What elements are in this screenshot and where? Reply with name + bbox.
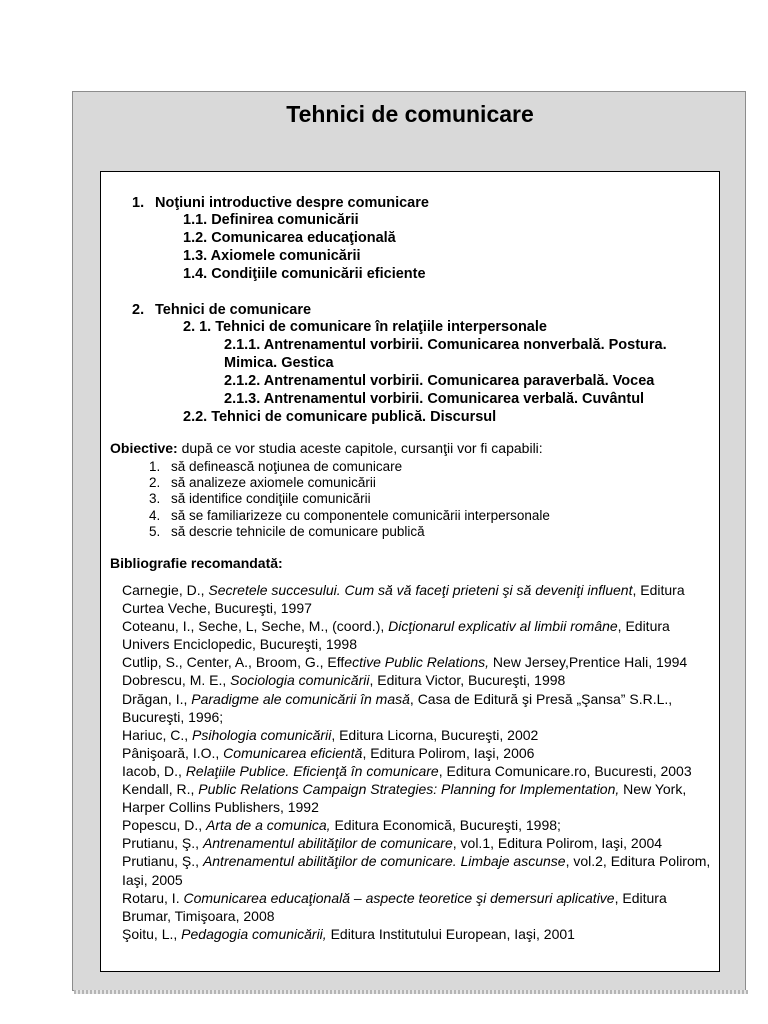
entry-details: Editura Economică, Bucureşti, 1998; (330, 817, 561, 834)
frame-shadow (74, 990, 748, 994)
entry-author: Drăgan, I., (122, 690, 192, 707)
objective-text: să definească noţiunea de comunicare (171, 459, 403, 474)
bibliography-entry (122, 834, 718, 852)
toc-item (224, 391, 644, 408)
toc-text: 1.4. Condiţiile comunicării eficiente (183, 266, 426, 282)
bibliography-heading: Bibliografie recomandată: (110, 555, 283, 571)
objective-item (149, 475, 376, 491)
entry-author: Hariuc, C., (122, 726, 193, 743)
toc-text: 2.1.1. Antrenamentul vorbirii. Comunicarea nonverbală. Postura. (224, 337, 667, 353)
entry-author: Kendall, R., (122, 781, 199, 798)
course-frame (72, 91, 746, 991)
toc-item (183, 230, 396, 247)
toc-text: 1.1. Definirea comunicării (183, 212, 359, 228)
entry-title: Sociologia comunicării (230, 672, 370, 689)
entry-details: , Editura Comunicare.ro, Bucuresti, 2003 (438, 762, 692, 779)
toc-text: Noţiuni introductive despre comunicare (155, 195, 429, 211)
entry-title: Antrenamentul abilităţilor de comunicare (202, 835, 453, 852)
entry-title: Relaţiile Publice. Eficienţă în comunicare (185, 762, 439, 779)
entry-details: Editura Institutului European, Iaşi, 2001 (326, 925, 575, 942)
entry-details: , Casa de Editură şi Presă „Şansa” S.R.L., Bucureşti, 1996; (122, 690, 673, 725)
entry-details: , Editura Curtea Veche, Bucureşti, 1997 (122, 582, 685, 617)
objective-item (149, 459, 402, 475)
entry-author: Cutlip, S., Center, A., Broom, G., Eff (122, 654, 345, 671)
objective-text: să descrie tehnicile de comunicare publică (171, 524, 425, 539)
toc-item (183, 212, 359, 229)
toc-item (132, 302, 311, 319)
toc-item (183, 319, 547, 336)
content-box (100, 171, 720, 972)
toc-item (224, 337, 667, 354)
entry-title: Secretele succesului. Cum să vă faceţi prieteni şi să deveniţi influent (208, 582, 633, 598)
entry-details: , vol.1, Editura Polirom, Iaşi, 2004 (452, 835, 663, 852)
bibliography-entry (122, 816, 718, 834)
objective-number: 2. (149, 475, 161, 490)
toc-item (183, 409, 496, 426)
bibliography-entry (122, 671, 718, 689)
entry-details: , Editura Victor, Bucureşti, 1998 (369, 672, 566, 689)
entry-author: Prutianu, Ş., (122, 835, 203, 852)
objective-item (149, 491, 371, 507)
entry-details: , vol.2, Editura Polirom, Iaşi, 2005 (122, 853, 711, 888)
entry-author: Şoitu, L., (122, 925, 182, 942)
toc-text: Mimica. Gestica (224, 355, 334, 371)
entry-title: Antrenamentul abilităţilor de comunicare. Limbaje ascunse (202, 853, 566, 870)
objective-text: să se familiarizeze cu componentele comunicării interpersonale (171, 508, 550, 523)
entry-details: New Jersey,Prentice Hali, 1994 (489, 654, 688, 671)
entry-details: , Editura Brumar, Timişoara, 2008 (122, 889, 667, 924)
entry-author: Dobrescu, M. E., (122, 672, 231, 689)
objective-number: 4. (149, 508, 161, 523)
toc-text: 2.1.3. Antrenamentul vorbirii. Comunicarea verbală. Cuvântul (224, 391, 645, 407)
bibliography-list (122, 581, 718, 943)
toc-text: 2.2. Tehnici de comunicare publică. Discursul (183, 409, 497, 425)
bibliography-entry (122, 617, 718, 653)
entry-author: Popescu, D., (122, 817, 207, 834)
toc-item (224, 355, 334, 372)
objectives-intro-text: după ce vor studia aceste capitole, cursanţii vor fi capabili: (177, 440, 543, 456)
toc-number: 1. (132, 195, 145, 211)
objective-number: 1. (149, 459, 161, 474)
entry-title: Paradigme ale comunicării în masă (191, 690, 410, 707)
objective-text: să identifice condiţiile comunicării (171, 491, 371, 506)
entry-title: Psihologia comunicării (192, 726, 332, 743)
bibliography-entry (122, 889, 718, 925)
bibliography-entry (122, 780, 718, 816)
toc-item (183, 266, 426, 283)
entry-title: ective Public Relations, (344, 654, 490, 671)
entry-author: Coteanu, I., Seche, L, Seche, M., (coord.), (122, 618, 389, 635)
entry-title: Comunicarea educaţională – aspecte teoretice şi demersuri aplicative (183, 889, 615, 906)
page-title: Tehnici de comunicare (286, 101, 534, 127)
bibliography-entry (122, 925, 718, 943)
toc-text: 2. 1. Tehnici de comunicare în relaţiile interpersonale (183, 319, 547, 335)
entry-title: Pedagogia comunicării, (181, 925, 327, 942)
entry-details: , Editura Univers Enciclopedic, Bucureşti, 1998 (122, 618, 670, 653)
toc-item (224, 373, 654, 390)
entry-title: Public Relations Campaign Strategies: Planning for Implementation, (198, 781, 620, 798)
objective-number: 3. (149, 491, 161, 506)
objective-item (149, 508, 550, 524)
entry-author: Pânişoară, I.O., (122, 744, 224, 761)
bibliography-entry (122, 726, 718, 744)
toc-item (132, 195, 429, 212)
toc-item (183, 248, 361, 265)
entry-details: New York, Harper Collins Publishers, 1992 (122, 781, 687, 816)
entry-title: Arta de a comunica, (206, 817, 331, 834)
bibliography-entry (122, 744, 718, 762)
toc-text: 2.1.2. Antrenamentul vorbirii. Comunicarea paraverbală. Vocea (224, 373, 655, 389)
toc-text: 1.3. Axiomele comunicării (183, 248, 361, 264)
bibliography-entry (122, 653, 718, 671)
toc-text: 1.2. Comunicarea educaţională (183, 230, 396, 246)
toc-text: Tehnici de comunicare (155, 302, 312, 318)
entry-details: , Editura Licorna, Bucureşti, 2002 (331, 726, 539, 743)
entry-author: Prutianu, Ş., (122, 853, 203, 870)
entry-details: , Editura Polirom, Iaşi, 2006 (362, 744, 535, 761)
entry-author: Iacob, D., (122, 762, 186, 779)
toc-number: 2. (132, 302, 145, 318)
entry-author: Rotaru, I. (122, 889, 184, 906)
bibliography-entry (122, 762, 718, 780)
bibliography-entry (122, 581, 718, 617)
entry-author: Carnegie, D., (122, 582, 209, 598)
objective-number: 5. (149, 524, 161, 539)
bibliography-entry (122, 690, 718, 726)
objectives-intro (110, 440, 543, 457)
bibliography-entry (122, 852, 718, 888)
objective-text: să analizeze axiomele comunicării (171, 475, 376, 490)
entry-title: Comunicarea eficientă (223, 744, 363, 761)
objectives-label: Obiective: (110, 440, 178, 456)
entry-title: Dicţionarul explicativ al limbii române (388, 618, 618, 635)
objective-item (149, 524, 425, 540)
